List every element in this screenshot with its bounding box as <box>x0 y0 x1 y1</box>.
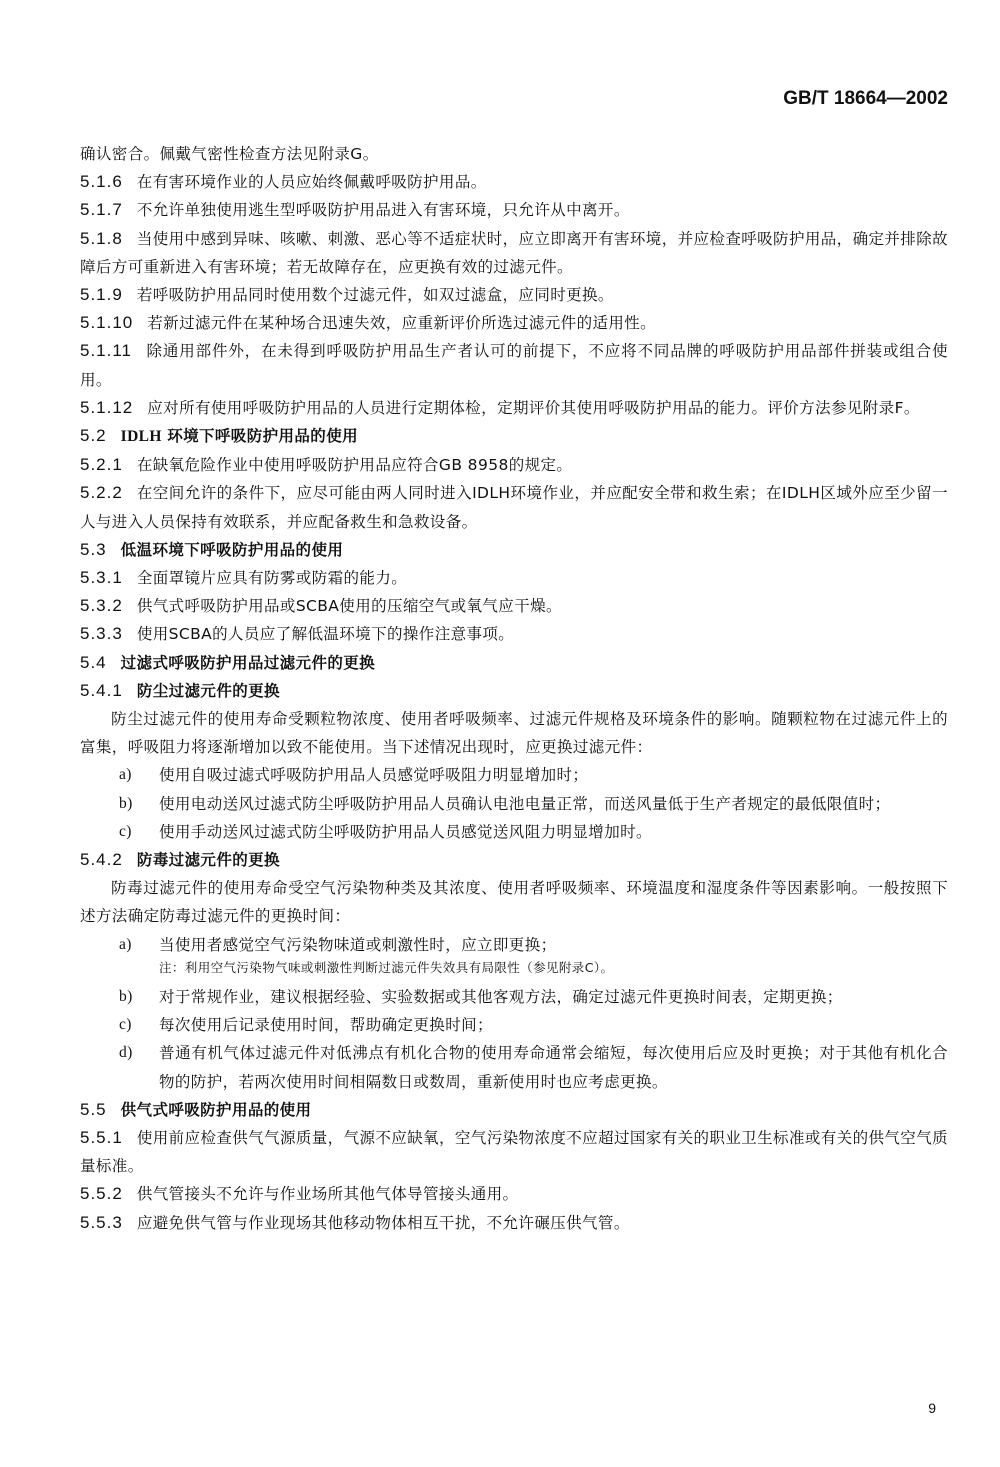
clause-text: 不允许单独使用逃生型呼吸防护用品进入有害环境，只允许从中离开。 <box>136 201 630 220</box>
section-number: 5.4 <box>80 652 107 672</box>
clause-text: 在缺氧危险作业中使用呼吸防护用品应符合GB 8958的规定。 <box>136 456 573 475</box>
clause-number: 5.3.2 <box>80 596 123 616</box>
list-item <box>80 761 948 789</box>
clause-5-1-7 <box>80 196 948 224</box>
list-text: 对于常规作业，建议根据经验、实验数据或其他客观方法，确定过滤元件更换时间表，定期更换； <box>159 987 843 1006</box>
clause-5-5-2 <box>80 1180 948 1208</box>
clause-5-1-10 <box>80 309 948 337</box>
list-label: c) <box>119 1016 132 1034</box>
list-item <box>80 818 948 846</box>
section-heading-5-3 <box>80 536 948 564</box>
clause-5-3-2 <box>80 592 948 620</box>
paragraph: 确认密合。佩戴气密性检查方法见附录G。 <box>80 145 379 163</box>
clause-number: 5.2.1 <box>80 455 123 475</box>
section-number: 5.4.1 <box>80 680 123 700</box>
clause-text: 应对所有使用呼吸防护用品的人员进行定期体检，定期评价其使用呼吸防护用品的能力。评价方法参见附录F。 <box>147 398 920 417</box>
clause-text: 供气管接头不允许与作业场所其他气体导管接头通用。 <box>136 1185 519 1204</box>
section-number: 5.2 <box>80 426 107 446</box>
clause-number: 5.2.2 <box>80 483 123 503</box>
list-item <box>80 1011 948 1039</box>
list-label: d) <box>119 1044 133 1062</box>
clause-text: 若呼吸防护用品同时使用数个过滤元件，如双过滤盒，应同时更换。 <box>136 286 614 305</box>
section-number: 5.3 <box>80 539 107 559</box>
clause-number: 5.5.3 <box>80 1212 123 1232</box>
standard-code: GB/T 18664—2002 <box>783 88 948 109</box>
list-text: 使用电动送风过滤式防尘呼吸防护用品人员确认电池电量正常，而送风量低于生产者规定的最低限值时； <box>159 794 891 813</box>
paragraph: 防尘过滤元件的使用寿命受颗粒物浓度、使用者呼吸频率、过滤元件规格及环境条件的影响。随颗粒物在过滤元件上的富集，呼吸阻力将逐渐增加以致不能使用。当下述情况出现时，应更换过滤元件： <box>80 710 948 757</box>
subsection-heading-5-4-2 <box>80 846 948 874</box>
clause-number: 5.1.9 <box>80 285 123 305</box>
clause-number: 5.1.8 <box>80 228 123 248</box>
clause-text: 当使用中感到异味、咳嗽、刺激、恶心等不适症状时，应立即离开有害环境，并应检查呼吸防护用品，确定并排除故障后方可重新进入有害环境；若无故障存在，应更换有效的过滤元件。 <box>80 229 948 276</box>
clause-5-3-1 <box>80 564 948 592</box>
clause-5-1-8 <box>80 225 948 281</box>
section-title: 防毒过滤元件的更换 <box>136 851 280 870</box>
clause-5-1-11 <box>80 337 948 393</box>
list-item <box>80 790 948 818</box>
list-item <box>80 1039 948 1095</box>
clause-number: 5.1.7 <box>80 200 123 220</box>
section-title-abbr: IDLH <box>120 428 162 446</box>
section-title: 防尘过滤元件的更换 <box>136 681 280 700</box>
list-text: 使用自吸过滤式呼吸防护用品人员感觉呼吸阻力明显增加时； <box>159 766 589 785</box>
clause-text: 除通用部件外，在未得到呼吸防护用品生产者认可的前提下，不应将不同品牌的呼吸防护用品部件拼装或组合使用。 <box>80 342 948 389</box>
clause-number: 5.1.12 <box>80 397 134 417</box>
note: 注：利用空气污染物气味或刺激性判断过滤元件失效具有局限性（参见附录C）。 <box>159 959 614 975</box>
section-number: 5.5 <box>80 1099 107 1119</box>
clause-number: 5.3.1 <box>80 568 123 588</box>
clause-text: 应避免供气管与作业现场其他移动物体相互干扰，不允许碾压供气管。 <box>136 1213 630 1232</box>
clause-number: 5.1.11 <box>80 341 133 361</box>
clause-5-1-9 <box>80 281 948 309</box>
list-text: 普通有机气体过滤元件对低沸点有机化合物的使用寿命通常会缩短，每次使用后应及时更换；对于其他有机化合物的防护，若两次使用时间相隔数日或数周，重新使用时也应考虑更换。 <box>159 1044 948 1091</box>
list-label: a) <box>119 766 132 784</box>
section-title: 低温环境下呼吸防护用品的使用 <box>120 540 344 559</box>
clause-text: 使用SCBA的人员应了解低温环境下的操作注意事项。 <box>136 625 515 644</box>
list-label: a) <box>119 935 132 953</box>
list-label: c) <box>119 822 132 840</box>
clause-text: 供气式呼吸防护用品或SCBA使用的压缩空气或氧气应干燥。 <box>136 597 562 616</box>
clause-number: 5.3.3 <box>80 624 123 644</box>
clause-5-2-2 <box>80 479 948 535</box>
subsection-heading-5-4-1 <box>80 677 948 705</box>
section-title: 过滤式呼吸防护用品过滤元件的更换 <box>120 653 376 672</box>
section-heading-5-5 <box>80 1096 948 1124</box>
document-body <box>80 140 948 1237</box>
clause-number: 5.1.10 <box>80 313 134 333</box>
paragraph: 防毒过滤元件的使用寿命受空气污染物种类及其浓度、使用者呼吸频率、环境温度和湿度条件等因素影响。一般按照下述方法确定防毒过滤元件的更换时间： <box>80 879 948 926</box>
list-text: 使用手动送风过滤式防尘呼吸防护用品人员感觉送风阻力明显增加时。 <box>159 822 652 841</box>
list-item <box>80 983 948 1011</box>
page-number: 9 <box>928 1400 936 1416</box>
clause-5-5-1 <box>80 1124 948 1180</box>
clause-5-2-1 <box>80 451 948 479</box>
list-text: 每次使用后记录使用时间，帮助确定更换时间； <box>159 1016 493 1035</box>
section-heading-5-4 <box>80 649 948 677</box>
section-heading-5-2 <box>80 422 948 451</box>
clause-text: 在空间允许的条件下，应尽可能由两人同时进入IDLH环境作业，并应配安全带和救生索；在IDLH区域外应至少留一人与进入人员保持有效联系，并应配备救生和急救设备。 <box>80 484 948 531</box>
section-number: 5.4.2 <box>80 850 123 870</box>
list-text: 当使用者感觉空气污染物味道或刺激性时，应立即更换； <box>159 935 557 954</box>
clause-5-5-3 <box>80 1209 948 1237</box>
list-item <box>80 931 948 959</box>
list-label: b) <box>119 794 133 812</box>
clause-text: 若新过滤元件在某种场合迅速失效，应重新评价所选过滤元件的适用性。 <box>147 314 657 333</box>
section-title: 供气式呼吸防护用品的使用 <box>120 1100 312 1119</box>
clause-number: 5.5.2 <box>80 1184 123 1204</box>
clause-number: 5.1.6 <box>80 172 123 192</box>
clause-text: 全面罩镜片应具有防雾或防霜的能力。 <box>136 569 408 588</box>
clause-5-1-12 <box>80 394 948 422</box>
list-label: b) <box>119 987 133 1005</box>
clause-number: 5.5.1 <box>80 1127 123 1147</box>
clause-5-1-6 <box>80 168 948 196</box>
clause-text: 在有害环境作业的人员应始终佩戴呼吸防护用品。 <box>136 173 487 192</box>
clause-5-3-3 <box>80 620 948 648</box>
clause-text: 使用前应检查供气气源质量，气源不应缺氧，空气污染物浓度不应超过国家有关的职业卫生标准或有关的供气空气质量标准。 <box>80 1128 948 1176</box>
section-title: 环境下呼吸防护用品的使用 <box>167 427 359 446</box>
